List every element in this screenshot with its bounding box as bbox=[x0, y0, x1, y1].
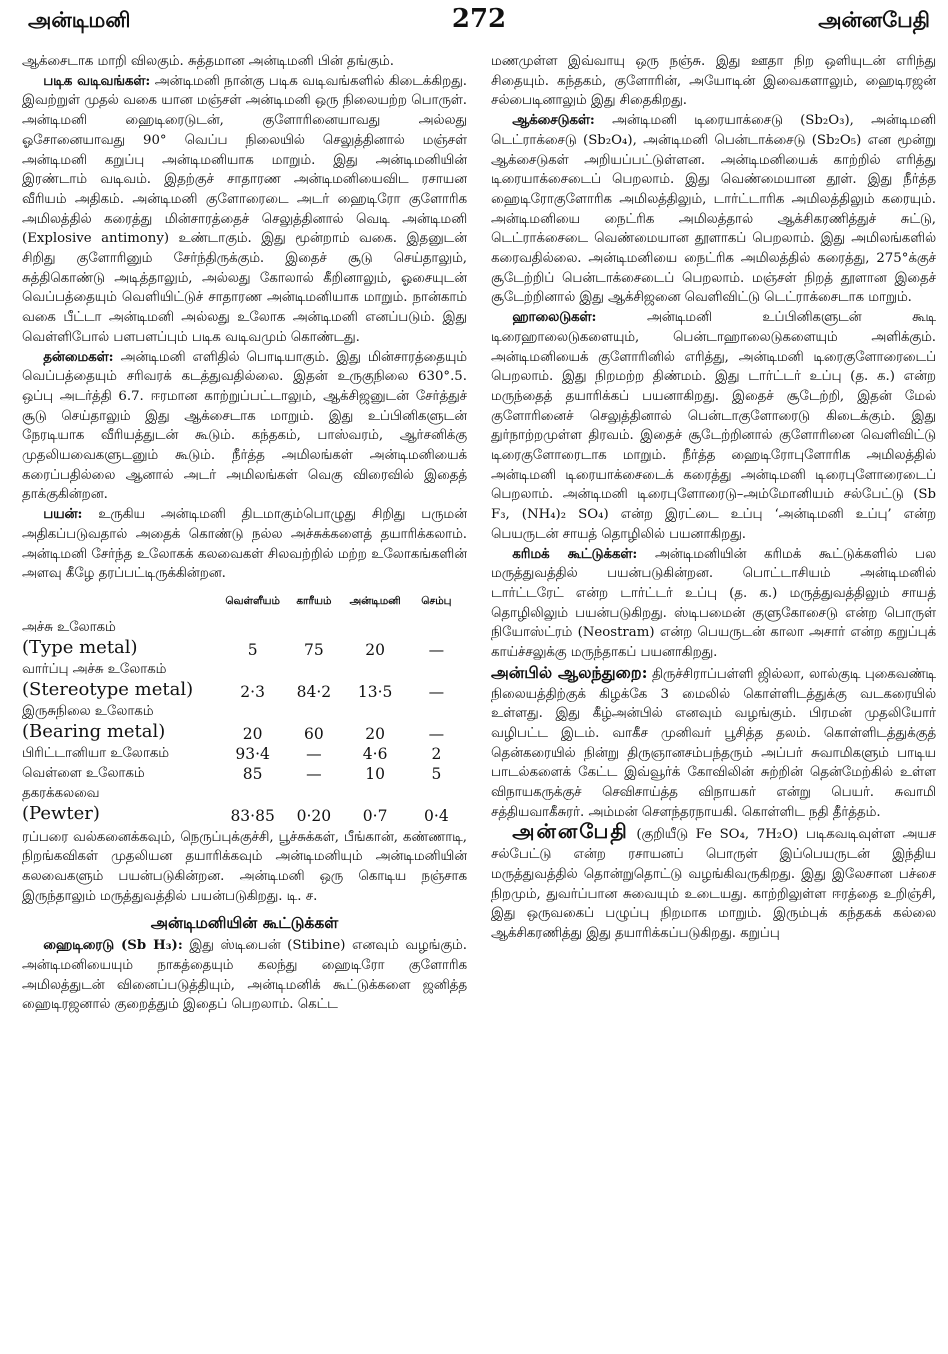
entry-formula: (குறியீடு Fe SO₄, 7H₂O) bbox=[636, 827, 799, 843]
paragraph-text: அன்டிமனி எளிதில் பொடியாகும். இது மின்சாரத்தையும் வெப்பத்தையும் சரிவரக் கடத்துவதில்லை. இதன் உருகுநிலை 630°.5. ஒப்பு அடர்த்தி 6.7. ஈரமான காற்றுப்பட்டாலும், ஆக்சிஜனுடன் சேர்த்துச் சூடு செய்தாலும் இது ஆக்சைடாக மாறும். இது உப்பினிகளுடன் நேரடியாக வீரியத்துடன் கூடும். கந்தகம், பாஸ்வரம், ஆர்சனிக்கு முதலியவைகளுடனும் கூடும். நீர்த்த அமிலங்கள் அன்டிமனியைக் கரைப்பதில்லை ஆனால் அடர் அமிலங்கள் வெகு விரைவில் இதைத் தாக்குகின்றன. bbox=[22, 349, 467, 503]
alloy-name bbox=[22, 618, 222, 660]
alloy-name bbox=[22, 702, 222, 744]
table-cell: 60 bbox=[304, 724, 324, 743]
table-cell: — bbox=[428, 640, 445, 659]
section-title: அன்டிமனியின் கூட்டுக்கள் bbox=[150, 912, 339, 932]
alloy-name-tamil: தகரக்கலவை bbox=[22, 785, 100, 801]
paragraph-uses bbox=[22, 505, 467, 584]
alloy-name-tamil: வார்ப்பு அச்சு உலோகம் bbox=[22, 661, 167, 677]
table-cell: 2 bbox=[431, 744, 442, 763]
table-row bbox=[22, 660, 467, 702]
table-cell: — bbox=[306, 764, 322, 783]
table-cell: — bbox=[428, 682, 445, 701]
alloy-name bbox=[22, 660, 222, 702]
table-cell: 20 bbox=[242, 724, 263, 743]
alloy-name bbox=[22, 784, 222, 826]
column-header: அன்டிமனி bbox=[349, 594, 401, 607]
table-row bbox=[22, 702, 467, 744]
paragraph-label: ஹைடிரைடு (Sb H₃): bbox=[43, 938, 183, 954]
paragraph-label: படிக வடிவங்கள்: bbox=[43, 73, 151, 89]
table-cell: 4·6 bbox=[362, 744, 388, 763]
paragraph-crystal-forms bbox=[22, 72, 467, 348]
paragraph-text: அன்டிமனியின் கரிமக் கூட்டுக்களில் பல மருத்துவத்தில் பயன்படுகின்றன. பொட்டாசியம் அன்டிமனில் டார்ட்டரேட் என்ற டார்ட்டர் உப்பு (த. க.) மருத்துவத்திலும் சாயத் தொழிலிலும் பயன்படுகிறது. ஸ்டிபமைன் குளுகோசைடு என்ற பொருள் நியோஸ்ட்ரம் (Neostram) என்ற பெயருடன் காலா அசார் என்ற கறுப்புக் காய்ச்சலுக்கு மருந்தாகப் பயனாகிறது. bbox=[491, 546, 936, 661]
alloy-name bbox=[22, 744, 222, 764]
alloy-name-tamil: அச்சு உலோகம் bbox=[22, 619, 116, 635]
alloy-name bbox=[22, 764, 222, 784]
table-cell: 5 bbox=[247, 640, 258, 659]
paragraph-hydride bbox=[22, 936, 467, 1015]
table-row bbox=[22, 764, 467, 784]
entry-text: திருச்சிராப்பள்ளி ஜில்லா, லால்குடி புகைவண்டி நிலையத்திற்குக் கிழக்கே 3 மைலில் கொள்ளிடத்துக்கு வடகரையில் உள்ளது. இது கீழ்அன்பில் எனவும் வழங்கும். பிரமன் முதலியோர் வழிபட்ட இடம். வாகீச முனிவர் பூசித்த தலம். கொள்ளிடத்துக்குத் தென்கரையில் நின்று திருஞானசம்பந்தரும் அப்பர் சுவாமிகளும் பாடிய பாடல்களைக் கேட்ட இவ்வூர்க் கோவிலின் சுற்றின் தென்மேற்கில் உள்ள விநாயகருக்குச் செவிசாய்த்த விநாயகர் என்று பெயர். சுவாமி சத்தியவாகீசுரர். அம்மன் சௌந்தரநாயகி. கொள்ளிட நதி தீர்த்தம். bbox=[491, 666, 936, 820]
page-number: 272 bbox=[451, 4, 507, 34]
column-header: காரீயம் bbox=[296, 594, 332, 607]
paragraph-text: அன்டிமனி நான்கு படிக வடிவங்களில் கிடைக்கிறது. இவற்றுள் முதல் வகை யான மஞ்சள் அன்டிமனி ஒரு நிலையற்ற பொருள். அன்டிமனி ஹைடிரைடுடன், குளோரினையாவது அல்லது ஓசோனையாவது 90° வெப்ப நிலையில் செலுத்தினால் மஞ்சள் அன்டிமனி கறுப்பு அன்டிமனியாக மாறும். இது அன்டிமனியின் இரண்டாம் வடிவம். இதற்குச் சாதாரண அன்டிமனியைவிட ரசாயன வீரியம் அதிகம். அன்டிமனி குளோரைடை அடர் ஹைடிரோ குளோரிக அமிலத்தில் கரைத்து மின்சாரத்தைச் செலுத்தினால் வெடி அன்டிமனி (Explosive antimony) உண்டாகும். இது மூன்றாம் வகை. இதனுடன் சிறிது குளோரினும் சேர்ந்திருக்கும். இதைச் சூடு செய்தாலும், சுத்திகொண்டு அடித்தாலும், அல்லது கோலால் கீறினாலும், ஓசையுடன் வெப்பத்தையும் வெளியிட்டுச் சாதாரண அன்டிமனியாக மாறும். நான்காம் வகை பீட்டா அன்டிமனி அல்லது உலோக அன்டிமனி எனப்படும். இது வெள்ளிபோல் பளபளப்பும் படிக வடிவமும் கொண்டது. bbox=[22, 73, 467, 345]
paragraph-label: கரிமக் கூட்டுக்கள்: bbox=[512, 546, 638, 562]
alloy-name-tamil: வெள்ளை உலோகம் bbox=[22, 765, 145, 781]
table-cell: 20 bbox=[365, 640, 385, 659]
paragraph-label: தன்மைகள்: bbox=[43, 349, 114, 365]
table-cell: 0·4 bbox=[424, 806, 449, 825]
table-cell: 84·2 bbox=[296, 682, 332, 701]
paragraph-text: அன்டிமனி உப்பினிகளுடன் கூடி டிரைஹாலைடுகளையும், பென்டாஹாலைடுகளையும் அளிக்கும். அன்டிமனியைக் குளோரினில் எரித்து, அன்டிமனி டிரைகுளோரைடைப் பெறலாம். இது நிறமற்ற திண்மம். இது டார்ட்டர் உப்பு (த. க.) என்ற மருந்தைத் தயாரிக்கப் பயனாகிறது. இதைச் சூடேற்றி, இதன் மேல் குளோரினைச் செலுத்தினால் பென்டாகுளோரைடு கிடைக்கும். இது துர்நாற்றமுள்ள திரவம். இதைச் சூடேற்றினால் குளோரினை வெளிவிட்டு டிரைகுளோரைடாக மாறும். நீர்த்த ஹைடிரோபுளோரிக அமிலத்தில் அன்டிமனி டிரையாக்சைடைக் கரைத்து அன்டிமனி டிரைபுளோரைடைப் பெறலாம். அன்டிமனி டிரைபுளோரைடு–அம்மோனியம் சல்பேட்டு (Sb F₃, (NH₄)₂ SO₄) என்ற இரட்டை உப்பு ‘அன்டிமனி உப்பு’ என்ற பெயருடன் சாயத் தொழிலில் பயனாகிறது. bbox=[491, 310, 936, 542]
table-row bbox=[22, 618, 467, 660]
alloy-name-tamil: பிரிட்டானியா உலோகம் bbox=[22, 745, 169, 761]
table-row bbox=[22, 744, 467, 764]
paragraph-oxides bbox=[491, 111, 936, 308]
table-cell: 75 bbox=[304, 640, 324, 659]
table-cell: 83·85 bbox=[230, 806, 275, 825]
table-cell: 20 bbox=[365, 724, 385, 743]
paragraph: ரப்பரை வல்கனைக்கவும், நெருப்புக்குச்சி, பூச்சுக்கள், பீங்கான், கண்ணாடி, நிறங்கவிகள் முதலியன தயாரிக்கவும் அன்டிமனியும் அன்டிமனியின் கலவைகளும் பயன்படுகின்றன. அன்டிமனி ஒரு கொடிய நஞ்சாக இருந்தாலும் மருத்துவத்தில் பயன்படுகிறது. டி. ச. bbox=[22, 829, 467, 904]
paragraph-properties bbox=[22, 348, 467, 506]
table-cell: — bbox=[428, 724, 445, 743]
alloy-name-english: (Type metal) bbox=[22, 636, 138, 658]
paragraph: ஆக்சைடாக மாறி விலகும். சுத்தமான அன்டிமனி பின் தங்கும். bbox=[22, 54, 394, 69]
entry-title: அன்பில் ஆலந்துறை: bbox=[491, 662, 648, 682]
running-head-right: அன்னபேதி bbox=[818, 8, 930, 32]
paragraph-label: ஹாலைடுகள்: bbox=[512, 310, 597, 326]
column-header: வெள்ளீயம் bbox=[225, 594, 280, 607]
paragraph-label: ஆக்சைடுகள்: bbox=[512, 113, 595, 129]
paragraph: மணமுள்ள இவ்வாயு ஒரு நஞ்சு. இது ஊதா நிற ஒளியுடன் எரிந்து சிதையும். கந்தகம், குளோரின், அயோடின் இவைகளாலும், ஹைடிரஜன் சல்பைடினாலும் இது சிதைகிறது. bbox=[491, 54, 936, 109]
table-cell: 5 bbox=[431, 764, 442, 783]
paragraph-text: உருகிய அன்டிமனி திடமாகும்பொழுது சிறிது பருமன் அதிகப்படுவதால் அதைக் கொண்டு நல்ல அச்சுக்களைத் தயாரிக்கலாம். அன்டிமனி சேர்ந்த உலோகக் கலவைகள் சிலவற்றில் மற்ற உலோகங்களின் அளவு கீழே தரப்பட்டிருக்கின்றன. bbox=[22, 507, 467, 582]
column-header: செம்பு bbox=[421, 594, 452, 607]
entry-annabedi bbox=[491, 819, 936, 943]
table-cell: 10 bbox=[365, 764, 385, 783]
running-head-left: அன்டிமனி bbox=[28, 8, 131, 32]
entry-title: அன்னபேதி bbox=[512, 819, 629, 844]
table-cell: 13·5 bbox=[357, 682, 393, 701]
table-cell: 0·20 bbox=[296, 806, 332, 825]
paragraph-label: பயன்: bbox=[43, 507, 83, 523]
right-column bbox=[491, 52, 936, 1354]
table-cell: 93·4 bbox=[235, 744, 270, 763]
alloy-name-english: (Bearing metal) bbox=[22, 720, 166, 742]
two-column-body bbox=[22, 52, 936, 1354]
entry-text: படிகவடிவுள்ள அயச சல்பேட்டு என்ற ரசாயனப் பொருள் இப்பெயருடன் இந்திய மருத்துவத்தில் தொன்றுதொட்டு வழங்கிவருகிறது. இது இலேசான பச்சை நிறமும், துவர்ப்பான சுவையும் உடையது. காற்றிலுள்ள ஈரத்தை உறிஞ்சி, இது ஒருவகைப் பழுப்பு நிறமாக மாறும். இரும்புக் கந்தகக் கல்லை ஆக்சிகரணித்து இது தயாரிக்கப்படுகிறது. கறுப்பு bbox=[491, 827, 936, 941]
table-cell: — bbox=[306, 744, 322, 763]
table-cell: 2·3 bbox=[240, 682, 265, 701]
alloy-name-tamil: இருசுநிலை உலோகம் bbox=[22, 703, 154, 719]
paragraph-text: அன்டிமனி டிரையாக்சைடு (Sb₂O₃), அன்டிமனி டெட்ராக்சைடு (Sb₂O₄), அன்டிமனி பென்டாக்சைடு (Sb₂O₅) என மூன்று ஆக்சைடுகள் அறியப்பட்டுள்ளன. அன்டிமனியைக் காற்றில் எரித்து டிரையாக்சைடைப் பெறலாம். இது வெண்மையான தூள். இது நீர்த்த ஹைடிரோகுளோரிக அமிலத்திலும், டார்ட்டாரிக அமிலத்திலும் கரையும். அன்டிமனியை நைட்ரிக அமிலத்தால் ஆக்சிகரணித்துச் சுட்டு, டெட்ராக்சைடை வெண்மையான தூளாகப் பெறலாம். இது அமிலங்களில் கரைவதில்லை. அன்டிமனியை நைட்ரிக அமிலத்தில் கரைத்து, 275°க்குச் சூடேற்றிப் பென்டாக்சைடைப் பெறலாம். மஞ்சள் நிறத் தூளான இதைச் சூடேற்றினால் இது ஆக்சிஜனை வெளிவிட்டு டெட்ராக்சைடாக மாறும். bbox=[491, 113, 936, 306]
alloy-name-english: (Stereotype metal) bbox=[22, 678, 194, 700]
table-cell: 85 bbox=[242, 764, 263, 783]
table-row bbox=[22, 784, 467, 826]
alloy-table bbox=[22, 592, 467, 826]
paragraph-halides bbox=[491, 308, 936, 544]
paragraph-text: இது ஸ்டிபைன் (Stibine) எனவும் வழங்கும். அன்டிமனியையும் நாகத்தையும் கலந்து ஹைடிரோ குளோரிக அமிலத்துடன் வினைப்படுத்தியும், அன்டிமனிக் கூட்டுக்களை ஜனித்த ஹைடிரஜனால் குறைத்தும் இதைப் பெறலாம். கெட்ட bbox=[22, 938, 467, 1013]
left-column bbox=[22, 52, 467, 1354]
alloy-name-english: (Pewter) bbox=[22, 802, 100, 824]
paragraph-organic bbox=[491, 545, 936, 663]
table-cell: 0·7 bbox=[362, 806, 388, 825]
alloy-table-header bbox=[22, 592, 467, 612]
page-header bbox=[22, 6, 936, 46]
entry-anbil bbox=[491, 663, 936, 823]
